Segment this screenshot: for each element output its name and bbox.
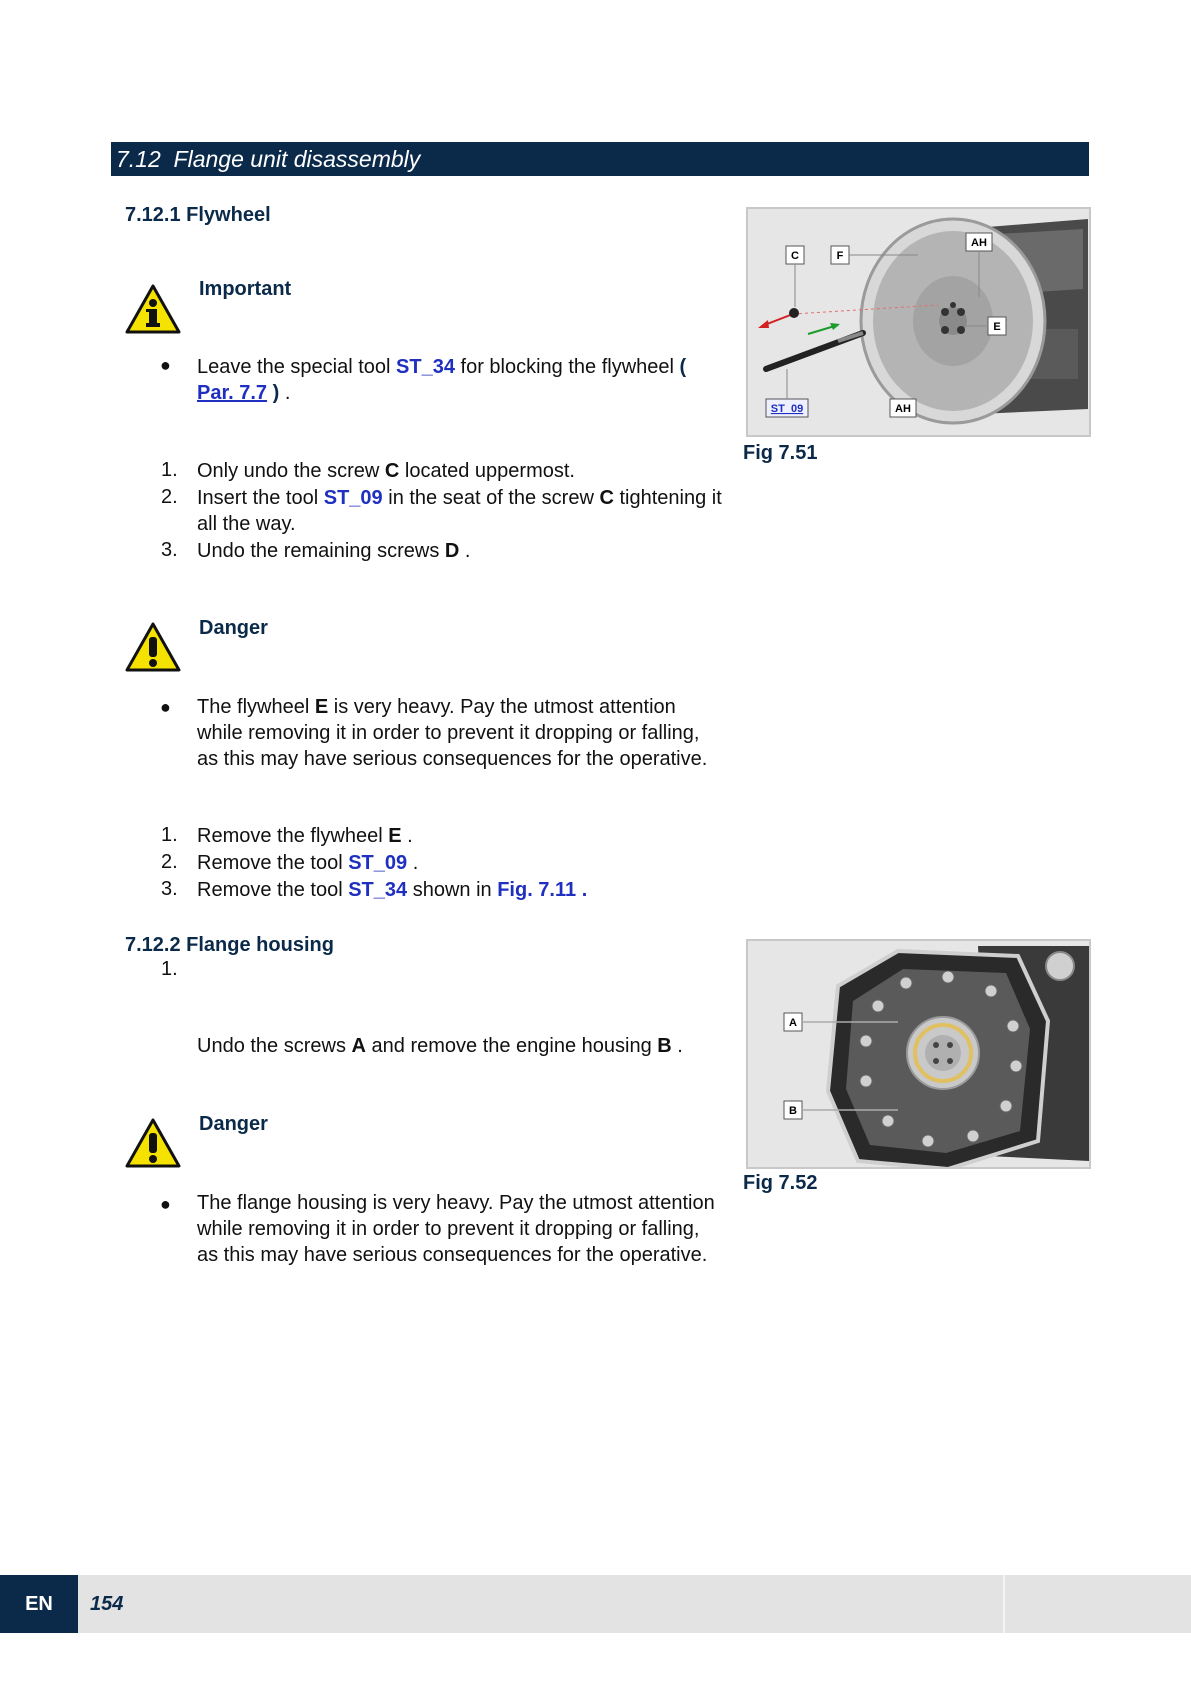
- step-number: 1.: [161, 958, 178, 980]
- bullet-dot: ●: [160, 1194, 171, 1214]
- section-header: [111, 142, 1089, 176]
- bullet-dot: ●: [160, 697, 171, 717]
- fig-7-11-link[interactable]: Fig. 7.11: [497, 879, 577, 901]
- label-st09: ST_09: [770, 403, 804, 415]
- figure-flange-housing: [746, 939, 1091, 1169]
- important-title: Important: [199, 278, 292, 300]
- label-ah-top: AH: [971, 237, 987, 249]
- par-7-7-link[interactable]: Par. 7.7: [197, 382, 268, 404]
- tool-ref-st34[interactable]: ST_34: [396, 356, 455, 378]
- step-number: 3.: [161, 878, 178, 900]
- step-number: 3.: [161, 539, 178, 561]
- tool-ref-st09[interactable]: ST_09: [323, 487, 383, 509]
- bullet-dot: ●: [160, 355, 171, 375]
- step-text: Only undo the screw C located uppermost.: [197, 460, 575, 482]
- step-text: Insert the tool ST_09 in the seat of the screw C tightening it all the way.: [197, 487, 722, 535]
- step-number: 1.: [161, 459, 178, 481]
- step-text: Undo the screws A and remove the engine housing B .: [197, 1035, 683, 1057]
- section-title: Flange unit disassembly: [173, 146, 421, 172]
- danger-text: The flange housing is very heavy. Pay the utmost attention while removing it in order to prevent it dropping or falling, as this may have serious consequences for the operative.: [197, 1192, 715, 1266]
- label-a: A: [789, 1017, 797, 1029]
- important-text: Leave the special tool ST_34 for blocking the flywheel ( Par. 7.7 ) .: [197, 356, 687, 404]
- flywheel-illustration: [748, 209, 1091, 437]
- step-text: Remove the flywheel E .: [197, 825, 413, 847]
- label-ah-bottom: AH: [895, 403, 911, 415]
- flange-housing-illustration: [748, 941, 1091, 1169]
- danger-title: Danger: [199, 1113, 268, 1135]
- label-b: B: [789, 1105, 797, 1117]
- footer-bar: [0, 1575, 1191, 1633]
- subsection-heading-flywheel: 7.12.1 Flywheel: [125, 204, 271, 226]
- step-text: Remove the tool ST_34 shown in Fig. 7.11 .: [197, 879, 588, 901]
- footer-divider: [1003, 1575, 1005, 1633]
- exclamation-warning-icon: [124, 621, 182, 673]
- page-number: 154: [90, 1593, 124, 1615]
- exclamation-warning-icon: [124, 1117, 182, 1169]
- section-number: 7.12: [116, 146, 161, 172]
- label-e: E: [993, 321, 1001, 333]
- step-number: 1.: [161, 824, 178, 846]
- step-number: 2.: [161, 486, 178, 508]
- danger-text: The flywheel E is very heavy. Pay the utmost attention while removing it in order to prevent it dropping or falling, as this may have serious consequences for the operative.: [197, 696, 708, 770]
- tool-ref-st09[interactable]: ST_09: [348, 852, 408, 874]
- figure-flywheel: [746, 207, 1091, 437]
- tool-ref-st34[interactable]: ST_34: [348, 879, 408, 901]
- language-label: EN: [0, 1575, 78, 1633]
- danger-title: Danger: [199, 617, 268, 639]
- subsection-heading-flange-housing: 7.12.2 Flange housing: [125, 934, 334, 956]
- step-text: Undo the remaining screws D .: [197, 540, 471, 562]
- info-warning-icon: [124, 283, 182, 335]
- label-f: F: [836, 250, 844, 262]
- step-text: Remove the tool ST_09 .: [197, 852, 419, 874]
- figure-caption: Fig 7.52: [743, 1172, 818, 1194]
- figure-caption: Fig 7.51: [743, 442, 818, 464]
- step-number: 2.: [161, 851, 178, 873]
- label-c: C: [791, 250, 799, 262]
